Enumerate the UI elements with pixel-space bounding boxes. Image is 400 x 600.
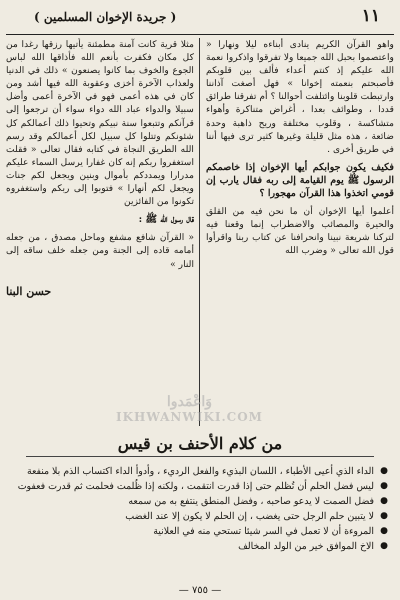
- saying-text: ليس فضل الحلم أن تُظلم حتى إذا قدرت انتقمت ، ولكنه إذا ظُلمت فحلمت ثم قدرت فعفوت: [17, 481, 374, 492]
- hadith-text: « القرآن شافع مشفع وماحل مصدق ، من جعله أمامه قاده إلى الجنة ومن جعله خلف ساقه إلى النار »: [6, 232, 194, 270]
- bullet-icon: ●: [380, 466, 388, 476]
- bullet-icon: ●: [380, 496, 388, 506]
- watermark-url: IKHWANWIKI.COM: [116, 410, 263, 424]
- column-divider: [199, 38, 200, 426]
- article-paragraph: واهو القرآن الكريم ينادى أبناءه ليلا ونهارا « واعتصموا بحبل الله جميعا ولا تفرقوا واذكروا نعمة الله عليكم إذ كنتم أعداء فألف بين قلوبكم فأصبحتم بنعمته إخوانا » فهل أصغت آذاننا وارتبطت قلوبنا وائتلفت أحوالنا ؟ أم تفرقنا طرائق قددا ، وطوائف بعدا ، أغراض متناكرة وأهواء متشاكسة ، وقلوب مختلفة وريح ذاهبة وحدة ضائعة ، هذه مثل قليلة وغيرها كثير ترى فيها أننا في طريق أخرى .: [206, 39, 394, 155]
- list-item: [14, 494, 388, 509]
- article-columns: [6, 38, 394, 428]
- saying-text: الاخ الموافق خير من الولد المخالف: [238, 541, 374, 552]
- author-signature: حسن البنا: [6, 284, 52, 298]
- article-column-left: [6, 38, 194, 426]
- hadith-heading: قال رسول الله ﷺ :: [138, 214, 194, 226]
- bullet-icon: ●: [380, 481, 388, 491]
- watermark-arabic: وَاعْمَدوا: [166, 394, 213, 410]
- page-header: [6, 4, 394, 35]
- saying-text: المروءة أن لا تعمل في السر شيئا تستحي منه في العلانية: [153, 526, 374, 537]
- newspaper-page: [6, 4, 394, 596]
- page-footer: — ٧٥٥ —: [178, 585, 222, 596]
- article-paragraph: مثلا قرية كانت آمنة مطمئنة يأتيها رزقها رغدا من كل مكان فكفرت بأنعم الله فأذاقها الله لباس الجوع والخوف بما كانوا يصنعون » ذلك في الدنيا ولعذاب الآخرة أخزى وعقوبة الله فيها أشد ومن كان في هذه أعمى فهو في الآخرة أعمى وأضل سبيلا والدواء عباد الله دواء سواء أن ترجعوا إلى قرآنكم وتتبعوا سنة نبيكم وتحيوا ذلك أعمالكم كل شئونكم وتتلوا كل سبيل لكل أعمالكم وقد رسم الله الطريق النجاة في كتابه فقال تعالى « فقلت استغفروا ربكم إنه كان غفارا يرسل السماء عليكم مدرارا ويمددكم بأموال وبنين ويجعل لكم جنات ويجعل لكم أنهارا » فتوبوا إلى ربكم واستغفروه تكونوا من الفائزين: [6, 39, 194, 208]
- saying-text: الداء الذي أعيى الأطباء ، اللسان البذيء والفعل الرديء ، وأدوأ الداء اكتساب الذم بلا منفعة: [26, 466, 374, 477]
- saying-text: فضل الصمت لا يدعو صاحبه ، وفضل المنطق ينتفع به من سمعه: [128, 496, 374, 507]
- bullet-icon: ●: [380, 541, 388, 551]
- list-item: [14, 479, 388, 494]
- list-item: [14, 539, 388, 554]
- section-rule: [26, 456, 374, 457]
- list-item: [14, 464, 388, 479]
- article-paragraph: فكيف يكون جوابكم أيها الإخوان إذا خاصمكم الرسول ﷺ يوم القيامة إلى ربه فقال يارب إن قومي اتخذوا هذا القرآن مهجورا ؟: [206, 161, 394, 200]
- site-watermark: [116, 394, 263, 424]
- saying-text: لا يتبين حلم الرجل حتى يغضب ، إن الحلم لا يكون إلا عند الغضب: [125, 511, 374, 522]
- page-number: ١١: [361, 6, 380, 26]
- newspaper-title: ( جريدة الإخوان المسلمين ): [34, 10, 177, 24]
- list-item: [14, 509, 388, 524]
- article-paragraph: أعلموا أيها الإخوان أن ما نحن فيه من القلق والحيرة والمصائب والاضطراب إنما وقعنا فيه لتركنا شريعة نبينا وانحرافنا عن كتاب ربنا واقرأوا قول الله تعالى « وضرب الله: [206, 206, 394, 257]
- bullet-icon: ●: [380, 526, 388, 536]
- sayings-list: [14, 464, 388, 554]
- list-item: [14, 524, 388, 539]
- bullet-icon: ●: [380, 511, 388, 521]
- article-column-right: [206, 38, 394, 426]
- section-title: من كلام الأحنف بن قيس: [117, 434, 283, 453]
